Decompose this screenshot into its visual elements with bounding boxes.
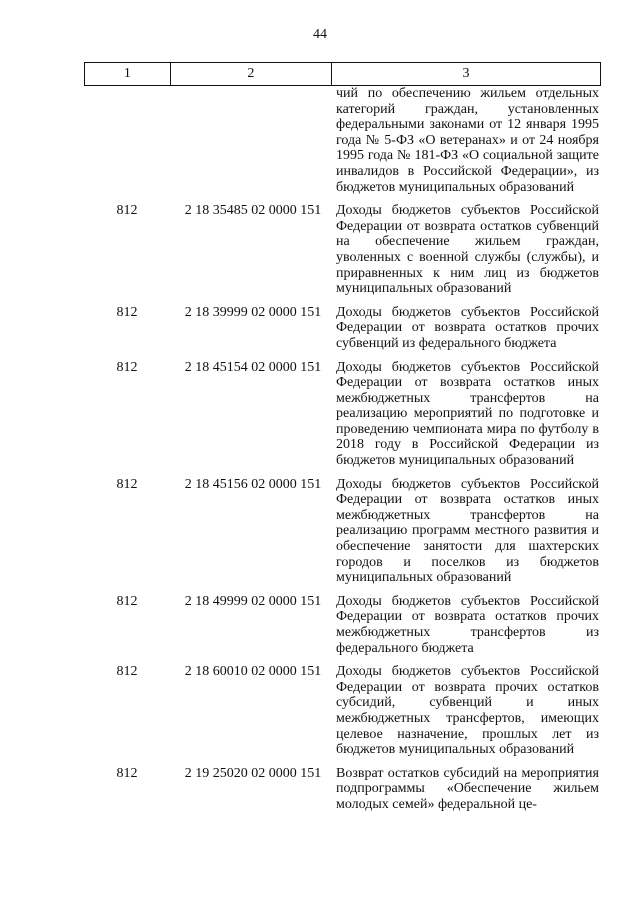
row-admin-code: 812 — [116, 203, 138, 219]
row-revenue-code: 2 19 25020 02 0000 151 — [184, 765, 322, 781]
table-row — [84, 664, 601, 758]
row-description: Доходы бюджетов субъектов Российской Федерации от возврата остатков субвенций на обеспечение жильем граждан, уволенных с военной службы (службы), и приравненных к ним лиц из бюджетов муниципальных образований — [336, 203, 599, 297]
row-admin-code: 812 — [116, 359, 138, 375]
row-revenue-code: 2 18 35485 02 0000 151 — [184, 203, 322, 219]
row-revenue-code: 2 18 45156 02 0000 151 — [184, 476, 322, 492]
table-row — [84, 594, 601, 656]
row-description: Доходы бюджетов субъектов Российской Федерации от возврата остатков прочих субвенций из федерального бюджета — [336, 304, 599, 351]
row-revenue-code: 2 18 49999 02 0000 151 — [184, 593, 322, 609]
row-description: Доходы бюджетов субъектов Российской Федерации от возврата прочих остатков субсидий, субвенций и иных межбюджетных трансфертов, имеющих целевое назначение, прошлых лет из бюджетов муниципальных образований — [336, 664, 599, 758]
header-col-1: 1 — [85, 63, 171, 85]
table-row — [84, 766, 601, 813]
row-description: Доходы бюджетов субъектов Российской Федерации от возврата остатков иных межбюджетных трансфертов на реализацию программ местного развития и обеспечение занятости для шахтерских городов и поселков из бюджетов муниципальных образований — [336, 476, 599, 586]
header-col-3: 3 — [462, 66, 470, 81]
row-revenue-code: 2 18 60010 02 0000 151 — [184, 664, 322, 680]
row-description: Возврат остатков субсидий на мероприятия подпрограммы «Обеспечение жильем молодых семей» федеральной це- — [336, 765, 599, 812]
table-row — [84, 477, 601, 586]
row-admin-code: 812 — [116, 765, 138, 781]
row-revenue-code: 2 18 45154 02 0000 151 — [184, 359, 322, 375]
page-number: 44 — [313, 27, 327, 42]
table-row — [84, 360, 601, 469]
row-admin-code: 812 — [116, 593, 138, 609]
row-description: Доходы бюджетов субъектов Российской Федерации от возврата остатков прочих межбюджетных трансфертов из федерального бюджета — [336, 593, 599, 656]
row-admin-code: 812 — [116, 304, 138, 320]
row-description: чий по обеспечению жильем отдельных категорий граждан, установленных федеральными законами от 12 января 1995 года № 5-ФЗ «О ветеранах» и от 24 ноября 1995 года № 181-ФЗ «О социальной защите инвалидов в Российской Федерации», из бюджетов муниципальных образований — [336, 86, 599, 195]
row-revenue-code: 2 18 39999 02 0000 151 — [184, 304, 322, 320]
table-row — [84, 305, 601, 352]
revenue-codes-table — [84, 62, 601, 813]
table-row-continuation — [84, 86, 601, 195]
row-admin-code: 812 — [116, 476, 138, 492]
header-col-2: 2 — [171, 63, 332, 85]
row-admin-code: 812 — [116, 664, 138, 680]
table-header — [84, 62, 601, 86]
table-row — [84, 203, 601, 297]
row-description: Доходы бюджетов субъектов Российской Федерации от возврата остатков иных межбюджетных трансфертов на реализацию мероприятий по подготовке и проведению чемпионата мира по футболу в 2018 году в Российской Федерации из бюджетов муниципальных образований — [336, 359, 599, 469]
